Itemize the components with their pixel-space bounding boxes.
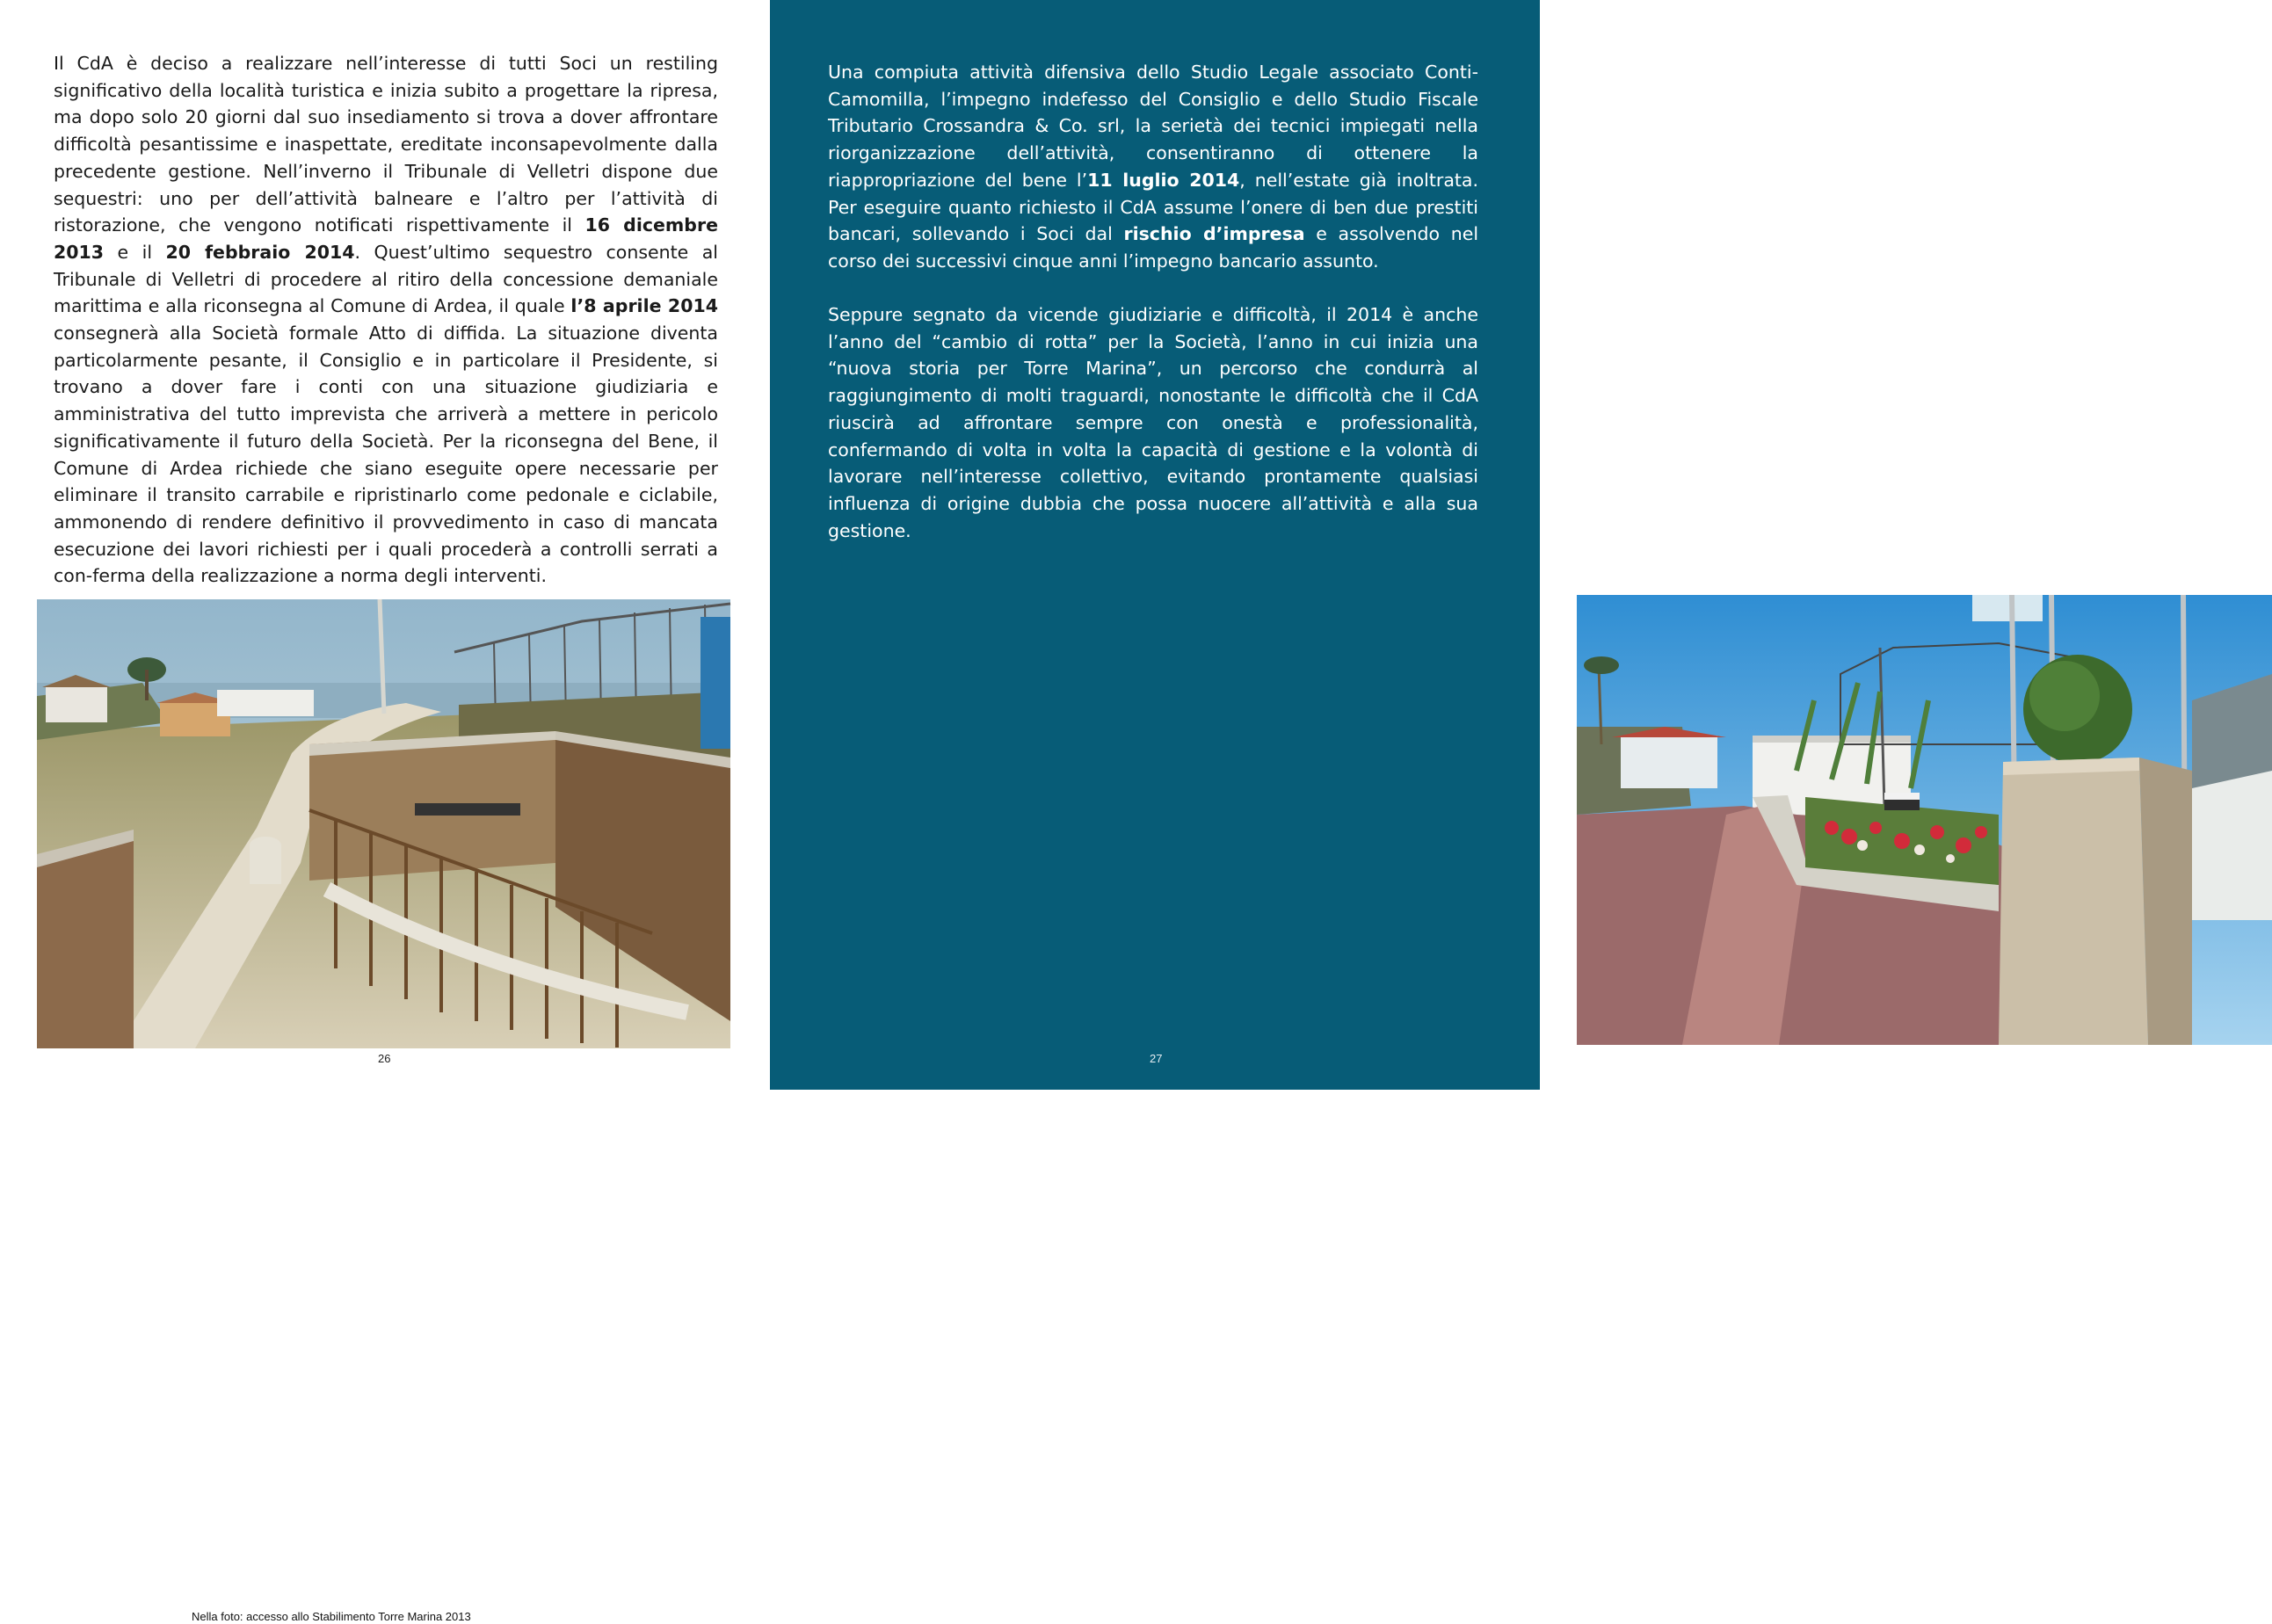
paragraph-text: e assolvendo nel corso dei successivi cinque anni l’impegno bancario assunto. (828, 223, 1479, 272)
right-page-paragraph-1 (828, 59, 1478, 275)
right-page (770, 0, 1899, 1624)
paragraph-text: Una compiuta attività difensiva dello Studio Legale associato Conti-Camomilla, l’impegno indefesso del Consiglio e dello Studio Fiscale Tributario Crossandra & Co. srl, la serietà dei tecnici impiegati nella riorganizzazione dell’attività, consentiranno di ottenere la riappropriazione del bene l’ (828, 62, 1478, 191)
paragraph-text: . Quest’ultimo sequestro consente al Tribunale di Velletri di procedere al ritiro della concessione demaniale marittima e alla riconsegna al Comune di Ardea, il quale (54, 241, 718, 317)
paragraph-text: consegnerà alla Società formale Atto di diffida. La situazione diventa particolarmente pesante, il Consiglio e in particolare il Presidente, si trovano a dover fare i conti con una situazione giudiziaria e amministrativa del tutto imprevista che arriverà a mettere in pericolo significativamente il futuro della Società. Per la riconsegna del Bene, il Comune di Ardea richiede che siano eseguite opere necessarie per eliminare il transito carrabile e ripristinarlo come pedonale e ciclabile, ammonendo di rendere definitivo il provvedimento in caso di mancata esecuzione dei lavori richiesti per i quali procederà a controlli serrati a con-ferma della realizzazione a norma degli interventi. (54, 323, 718, 587)
left-page-paragraph (54, 50, 718, 590)
emphasis-text: rischio d’impresa (1123, 223, 1305, 245)
paragraph-text: Il CdA è deciso a realizzare nell’interesse di tutti Soci un restiling significativo della località turistica e inizia subito a progettare la ripresa, ma dopo solo 20 giorni dal suo insediamento si trova a dover affrontare difficoltà pesantissime e inaspettate, ereditate inconsapevolmente dalla precedente gestione. Nell’inverno il Tribunale di Velletri dispone due sequestri: uno per dell’attività balneare e l’altro per l’attività di ristorazione, che vengono notificati rispettivamente il (54, 53, 718, 236)
page-number: 26 (378, 1052, 391, 1065)
photo-access-2015 (1577, 595, 2272, 1624)
date-highlight: 11 luglio 2014 (1087, 169, 1240, 191)
right-page-paragraph-2: Seppure segnato da vicende giudiziarie e difficoltà, il 2014 è anche l’anno del “cambio di rotta” per la Società, l’anno in cui inizia una “nuova storia per Torre Marina”, un percorso che condurrà al raggiungimento di molti traguardi, nonostante le difficoltà che il CdA riuscirà ad affrontare sempre con onestà e professionalità, confermando di volta in volta la capacità di gestione e la volontà di lavorare nell’interesse collettivo, evitando prontamente qualsiasi influenza di origine dubbia che possa nuocere all’attività e alla sua gestione. (828, 304, 1478, 541)
left-page (0, 0, 770, 1623)
paragraph-text: e il (104, 241, 166, 263)
photo-caption: Nella foto: accesso allo stabilimento Torre Marin 2015 (1628, 1611, 1899, 1624)
date-highlight: 20 febbraio 2014 (165, 241, 355, 263)
photo-caption: Nella foto: accesso allo Stabilimento Torre Marina 2013 (192, 1610, 471, 1623)
date-highlight: 16 dicembre 2013 (54, 214, 718, 263)
date-highlight: l’8 aprile 2014 (570, 295, 718, 317)
paragraph-text: , nell’estate già inoltrata. Per eseguire quanto richiesto il CdA assume l’onere di ben due prestiti bancari, sollevando i Soci dal (828, 169, 1478, 245)
page-number: 27 (1150, 1052, 1163, 1065)
